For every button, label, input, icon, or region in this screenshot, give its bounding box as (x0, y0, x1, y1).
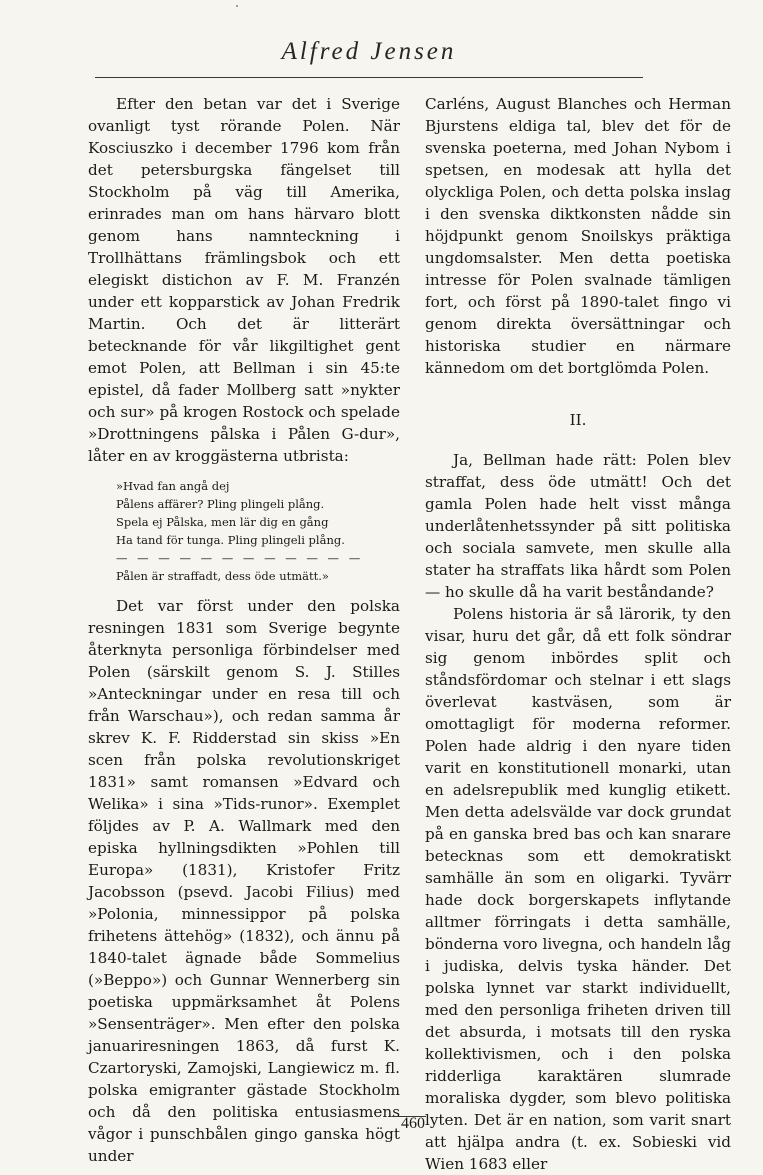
paragraph: Efter den betan var det i Sverige ovanligt tyst rörande Polen. När Kosciuszko i december 1796 kom från det petersburgska fängelset till Stockholm på väg till Amerika, erinrades man om hans härvaro blott genom hans namnteckning i Trollhättans främlingsbok och ett elegiskt distichon av F. M. Franzén under ett kopparstick av Johan Fredrik Martin. Och det är litterärt betecknande för vår likgiltighet gent emot Polen, att Bellman i sin 45:te epistel, då fader Mollberg satt »nykter och sur» på krogen Rostock och spelade »Drottningens pålska i Pålen G-dur», låter en av kroggästerna utbrista: (88, 95, 400, 465)
left-column (88, 93, 400, 1167)
verse-line: Pålens affärer? Pling plingeli plång. (116, 497, 325, 511)
verse-line: Ha tand för tunga. Pling plingeli plång. (116, 533, 345, 547)
verse-quote (116, 477, 400, 585)
paragraph: Polens historia är så lärorik, ty den visar, huru det går, då ett folk söndrar sig genom inbördes split och ståndsfördomar och stelnar i ett slags överlevat kastväsen, som är omottagligt för moderna reformer. Polen hade aldrig i den nyare tiden varit en konstitutionell monarki, utan en adelsrepublik med kunglig etikett. Men detta adelsvälde var dock grundat på en ganska bred bas och kan snarare betecknas som ett demokratiskt samhälle än som en oligarki. Tyvärr hade dock borgerskapets inflytande alltmer förringats i detta samhälle, bönderna voro livegna, och handeln låg i judiska, delvis tyska händer. Det polska lynnet var starkt individuellt, med den personliga friheten driven till det absurda, i motsats till den ryska kollektivismen, och i den polska ridderliga karaktären slumrade moraliska dygder, som blevo politiska lyten. Det är en nation, som varit snart att hjälpa andra (t. ex. Sobieski vid Wien 1683 eller (425, 605, 731, 1173)
paragraph: Carléns, August Blanches och Herman Bjurstens eldiga tal, blev det för de svenska poeterna, med Johan Nybom i spetsen, en modesak att hylla det olyckliga Polen, och detta polska inslag i den svenska diktkonsten nådde sin höjdpunkt genom Snoilskys präktiga ungdomsalster. Men detta poetiska intresse för Polen svalnade tämligen fort, och först på 1890-talet fingo vi genom direkta översättningar och historiska studier en närmare kännedom om det bortglömda Polen. (425, 95, 731, 377)
verse-line: Pålen är straffadt, dess öde utmätt.» (116, 569, 329, 583)
page-number: 460 (401, 1115, 425, 1132)
paragraph: Det var först under den polska resningen 1831 som Sverige begynte återknyta personliga förbindelser med Polen (särskilt genom S. J. Stilles »Anteckningar under en resa till och från Warschau»), och redan samma år skrev K. F. Ridderstad sin skiss »En scen från polska revolutionskriget 1831» samt romansen »Edvard och Welika» i sina »Tids-runor». Exemplet följdes av P. A. Wallmark med den episka hyllningsdikten »Pohlen till Europa» (1831), Kristofer Fritz Jacobsson (psevd. Jacobi Filius) med »Polonia, minnessippor på polska frihetens ättehög» (1832), och ännu på 1840-talet ägnade både Sommelius (»Beppo») och Gunnar Wennerberg sin poetiska uppmärksamhet åt Polens »Sensenträger». Men efter den polska januariresningen 1863, då furst K. Czartoryski, Zamojski, Langiewicz m. fl. polska emigranter gästade Stockholm och då den politiska entusiasmens vågor i punschbålen gingo ganska högt under (88, 597, 400, 1165)
verse-line: »Hvad fan angå dej (116, 479, 230, 493)
section-heading: II. (569, 411, 587, 429)
right-column (425, 93, 731, 1175)
running-header: Alfred Jensen (281, 38, 457, 65)
verse-line: Spela ej Pålska, men lär dig en gång (116, 515, 329, 529)
paragraph: Ja, Bellman hade rätt: Polen blev straffat, dess öde utmätt! Och det gamla Polen hade helt visst många underlåtenhetssynder på sitt politiska och sociala samvete, men skulle alla stater ha straffats lika hårdt som Polen — ho skulle då ha varit beståndande? (425, 451, 731, 601)
header-rule (95, 77, 643, 78)
paper-speck (236, 5, 238, 7)
verse-ellipsis-dashes: — — — — — — — — — — — — (116, 551, 364, 565)
